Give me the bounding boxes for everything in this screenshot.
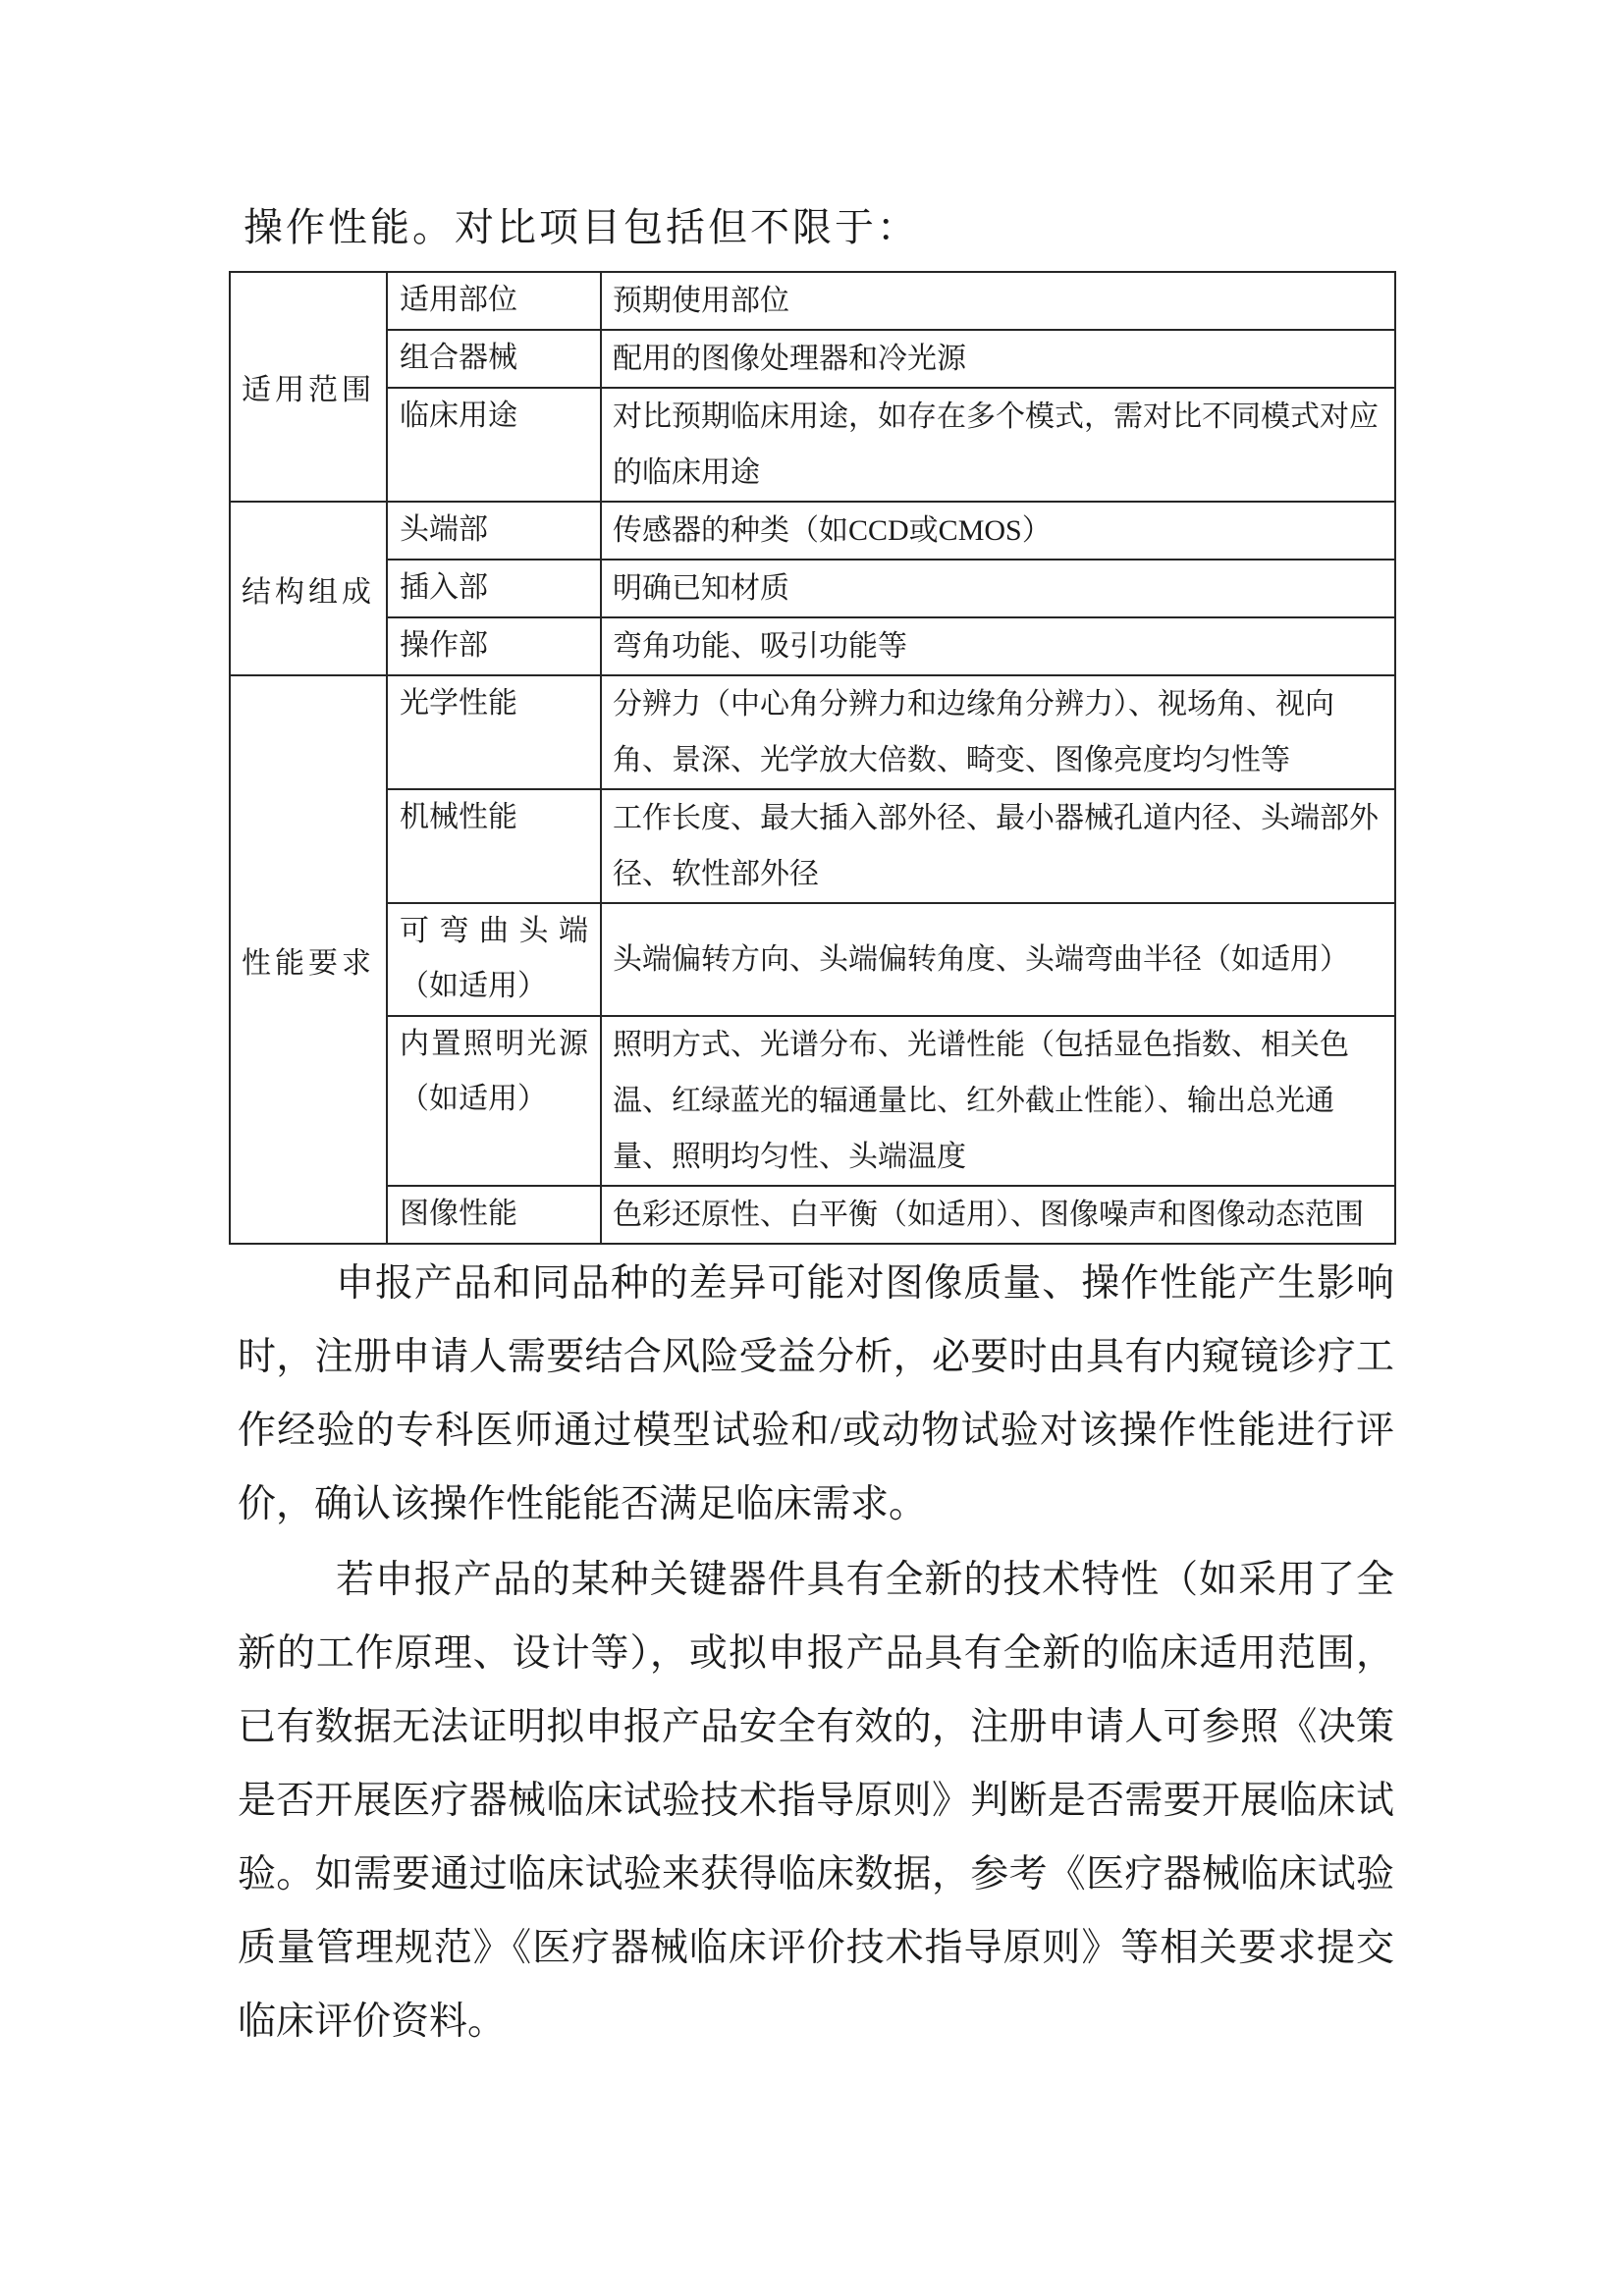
table-row	[230, 330, 1395, 388]
document-page-content	[238, 202, 1394, 2058]
body-paragraph-1: 申报产品和同品种的差异可能对图像质量、操作性能产生影响时，注册申请人需要结合风险受益分析，必要时由具有内窥镜诊疗工作经验的专科医师通过模型试验和/或动物试验对该操作性能进行评价，确认该操作性能能否满足临床需求。	[238, 1262, 1394, 1525]
category-cell-scope: 适用范围	[230, 272, 387, 502]
table-row	[230, 388, 1395, 502]
description-cell: 头端偏转方向、头端偏转角度、头端弯曲半径（如适用）	[601, 903, 1395, 1016]
item-cell: 机械性能	[387, 789, 601, 903]
table-row	[230, 789, 1395, 903]
description-cell: 预期使用部位	[601, 272, 1395, 330]
item-cell-built-in-light	[387, 1016, 601, 1186]
category-cell-structure: 结构组成	[230, 502, 387, 675]
item-label-line: 内置照明光源	[400, 1028, 588, 1060]
description-cell: 对比预期临床用途，如存在多个模式，需对比不同模式对应的临床用途	[601, 388, 1395, 502]
table-row	[230, 502, 1395, 560]
description-cell: 照明方式、光谱分布、光谱性能（包括显色指数、相关色温、红绿蓝光的辐通量比、红外截止性能）、输出总光通量、照明均匀性、头端温度	[601, 1016, 1395, 1186]
description-cell: 配用的图像处理器和冷光源	[601, 330, 1395, 388]
item-cell: 临床用途	[387, 388, 601, 502]
table-row	[230, 272, 1395, 330]
category-cell-performance: 性能要求	[230, 675, 387, 1244]
item-cell: 操作部	[387, 617, 601, 675]
description-cell: 工作长度、最大插入部外径、最小器械孔道内径、头端部外径、软性部外径	[601, 789, 1395, 903]
description-cell: 分辨力（中心角分辨力和边缘角分辨力）、视场角、视向角、景深、光学放大倍数、畸变、图像亮度均匀性等	[601, 675, 1395, 789]
item-cell-bendable-tip	[387, 903, 601, 1016]
table-row	[230, 617, 1395, 675]
item-cell: 光学性能	[387, 675, 601, 789]
table-row	[230, 675, 1395, 789]
item-label-line: （如适用）	[400, 970, 547, 1002]
item-cell: 适用部位	[387, 272, 601, 330]
description-cell: 明确已知材质	[601, 560, 1395, 617]
description-cell: 弯角功能、吸引功能等	[601, 617, 1395, 675]
item-cell: 组合器械	[387, 330, 601, 388]
page-heading: 操作性能。对比项目包括但不限于：	[244, 205, 919, 249]
table-row	[230, 903, 1395, 1016]
item-label-line: （如适用）	[400, 1083, 547, 1115]
item-cell: 插入部	[387, 560, 601, 617]
item-label-line: 可弯曲头端	[400, 915, 588, 947]
description-cell: 色彩还原性、白平衡（如适用）、图像噪声和图像动态范围	[601, 1186, 1395, 1244]
item-cell: 头端部	[387, 502, 601, 560]
comparison-items-table	[229, 271, 1396, 1245]
table-row	[230, 1016, 1395, 1186]
body-paragraph-2: 若申报产品的某种关键器件具有全新的技术特性（如采用了全新的工作原理、设计等），或拟申报产品具有全新的临床适用范围，已有数据无法证明拟申报产品安全有效的，注册申请人可参照《决策是否开展医疗器械临床试验技术指导原则》判断是否需要开展临床试验。如需要通过临床试验来获得临床数据，参考《医疗器械临床试验质量管理规范》《医疗器械临床评价技术指导原则》等相关要求提交临床评价资料。	[238, 1559, 1394, 2043]
table-row	[230, 560, 1395, 617]
table-row	[230, 1186, 1395, 1244]
description-cell: 传感器的种类（如CCD或CMOS）	[601, 502, 1395, 560]
item-cell: 图像性能	[387, 1186, 601, 1244]
